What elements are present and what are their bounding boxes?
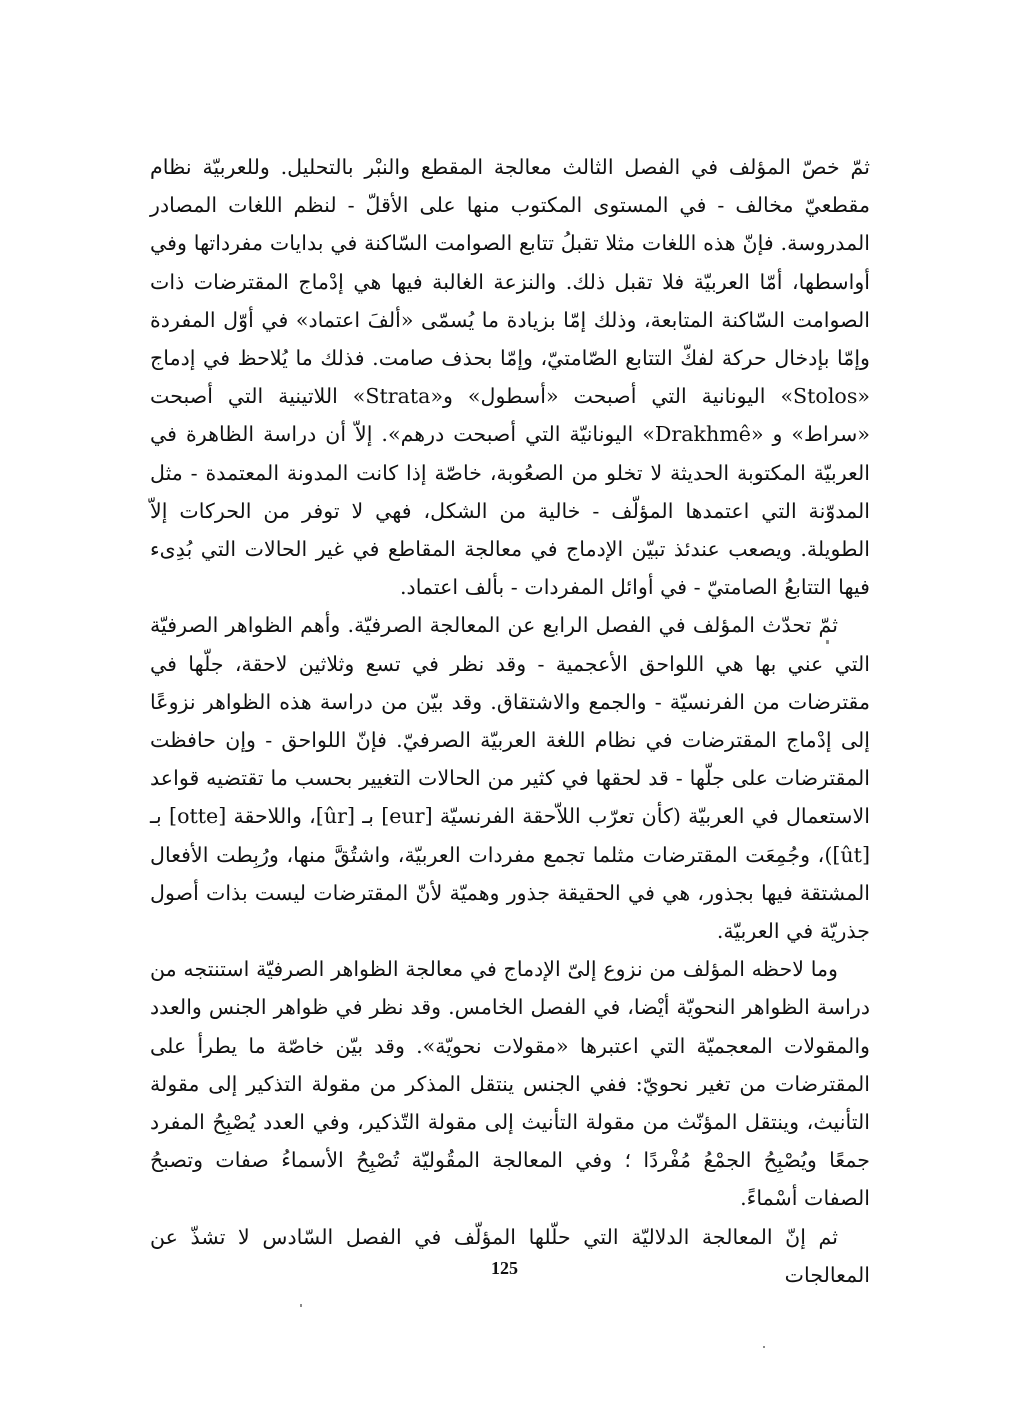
paragraph-3: وما لاحظه المؤلف من نزوع إلىّ الإدماج في معالجة الظواهر الصرفيّة استنتجه من دراسة الظواهر النحويّة أيْضا، في الفصل الخامس. وقد نظر في ظواهر الجنس والعدد والمقولات المعجميّة التي اعتبرها «مقولات نحويّة». وقد بيّن خاصّة ما يطرأ على المقترضات من تغير نحويّ: ففي الجنس ينتقل المذكر من مقولة التذكير إلى مقولة التأنيث، وينتقل المؤنّث من مقولة التأنيث إلى مقولة التّذكير، وفي العدد يُصْبِحُ المفرد جمعًا ويُصْبِحُ الجمْعُ مُفْردًا ؛ وفي المعالجة المقُوليّة تُصْبِحُ الأسماءُ صفات وتصبحُ الصفات أسْماءً. (150, 957, 870, 1211)
scan-speck (763, 1346, 765, 1348)
paragraph-2: ثمّ تحدّث المؤلف في الفصل الرابع عن المعالجة الصرفيّة. وأهم الظواهر الصرفيّة التي عني بها هي اللواحق الأعجمية - وقد نظر في تسع وثلاثين لاحقة، جلّها في مقترضات من الفرنسيّة - والجمع والاشتقاق. وقد بيّن من دراسة هذه الظواهر نزوعًا إلى إدْماج المقترضات في نظام اللغة العربيّة الصرفيّ. فإنّ اللواحق - وإن حافظت المقترضات على جلّها - قد لحقها في كثير من الحالات التغيير بحسب ما تقتضيه قواعد الاستعمال في العربيّة (كأن تعرّب اللاّحقة الفرنسيّة [eur] بـ [ûr]، واللاحقة [otte] بـ [ût])، وجُمِعَت المقترضات مثلما تجمع مفردات العربيّة، واشتُقَّ منها، ورُبِطت الأفعال المشتقة فيها بجذور، هي في الحقيقة جذور وهميّة لأنّ المقترضات ليست بذات أصول جذريّة في العربيّة. (150, 613, 870, 944)
body-text (150, 148, 870, 1294)
scan-speck (826, 640, 829, 644)
scan-speck (300, 1304, 302, 1307)
paragraph-4: ثم إنّ المعالجة الدلاليّة التي حلّلها المؤلّف في الفصل السّادس لا تشذّ عن المعالجات (150, 1224, 870, 1287)
page-number: 125 (491, 1258, 518, 1278)
paragraph-1: ثمّ خصّ المؤلف في الفصل الثالث معالجة المقطع والنبْر بالتحليل. وللعربيّة نظام مقطعيّ مخالف - في المستوى المكتوب منها على الأقلّ - لنظم اللغات المصادر المدروسة. فإنّ هذه اللغات مثلا تقبلُ تتابع الصوامت السّاكنة في بدايات مفرداتها وفي أواسطها، أمّا العربيّة فلا تقبل ذلك. والنزعة الغالبة فيها هي إدْماج المقترضات ذات الصوامت السّاكنة المتابعة، وذلك إمّا بزيادة ما يُسمّى «ألفَ اعتماد» في أوّل المفردة وإمّا بإدخال حركة لفكّ التتابع الصّامتيّ، وإمّا بحذف صامت. فذلك ما يُلاحظ في إدماج «Stolos» اليونانية التي أصبحت «أسطول» و«Strata» اللاتينية التي أصبحت «سراط» و «Drakhmê» اليونانيّة التي أصبحت درهم». إلاّ أن دراسة الظاهرة في العربيّة المكتوبة الحديثة لا تخلو من الصعُوبة، خاصّة إذا كانت المدونة المعتمدة - مثل المدوّنة التي اعتمدها المؤلّف - خالية من الشكل، فهي لا توفر من الحركات إلاّ الطويلة. ويصعب عندئذ تبيّن الإدماج في معالجة المقاطع في غير الحالات التي بُدِىء فيها التتابعُ الصامتيّ - في أوائل المفردات - بألف اعتماد. (150, 155, 870, 600)
